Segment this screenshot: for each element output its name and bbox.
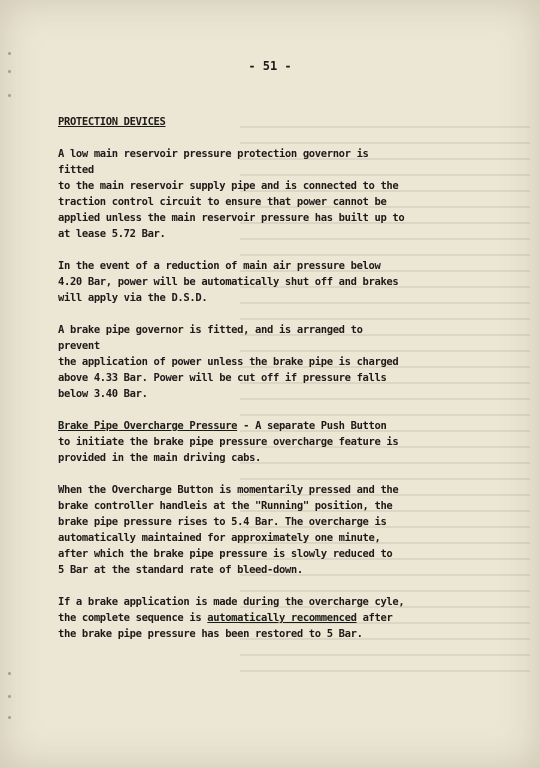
punch-hole-mark [8,94,11,97]
paragraph-overcharge-pressure [58,418,408,466]
overcharge-cycle-text-start: If a brake application is made during the overcharge cyle, the complete sequence is [58,596,405,624]
paragraph-brake-pipe-governor: A brake pipe governor is fitted, and is arranged to prevent the application of power unless the brake pipe is charged above 4.33 Bar. Power will be cut off if pressure falls below 3.40 Bar. [58,324,399,400]
paragraph-air-pressure-reduction: In the event of a reduction of main air pressure below 4.20 Bar, power will be automatically shut off and brakes will apply via the D.S.D. [58,260,399,304]
page-number: - 51 - [248,59,292,73]
overcharge-subheading: Brake Pipe Overcharge Pressure [58,420,238,432]
paragraph-overcharge-button: When the Overcharge Button is momentarily pressed and the brake controller handleis at the "Running" position, the brake pipe pressure rises to 5.4 Bar. The overcharge is automatically maintained for approximately one minute, after which the brake pipe pressure is slowly reduced to 5 Bar at the standard rate of bleed-down. [58,484,399,576]
document-body [58,114,408,658]
overcharge-description: - A separate Push Button to initiate the brake pipe pressure overcharge feature is provided in the main driving cabs. [58,420,399,464]
paragraph-overcharge-cycle [58,594,408,642]
punch-hole-mark [8,716,11,719]
overcharge-cycle-underlined: automatically recommenced [207,612,357,624]
paragraph-main-reservoir-governor: A low main reservoir pressure protection governor is fitted to the main reservoir supply pipe and is connected to the traction control circuit to ensure that power cannot be applied unless the main reservoir pressure has built up to at lease 5.72 Bar. [58,148,405,240]
punch-hole-mark [8,695,11,698]
punch-hole-mark [8,52,11,55]
section-heading: PROTECTION DEVICES [58,116,166,128]
overcharge-cycle-text-end: after the brake pipe pressure has been restored to 5 Bar. [58,612,393,640]
punch-hole-mark [8,672,11,675]
